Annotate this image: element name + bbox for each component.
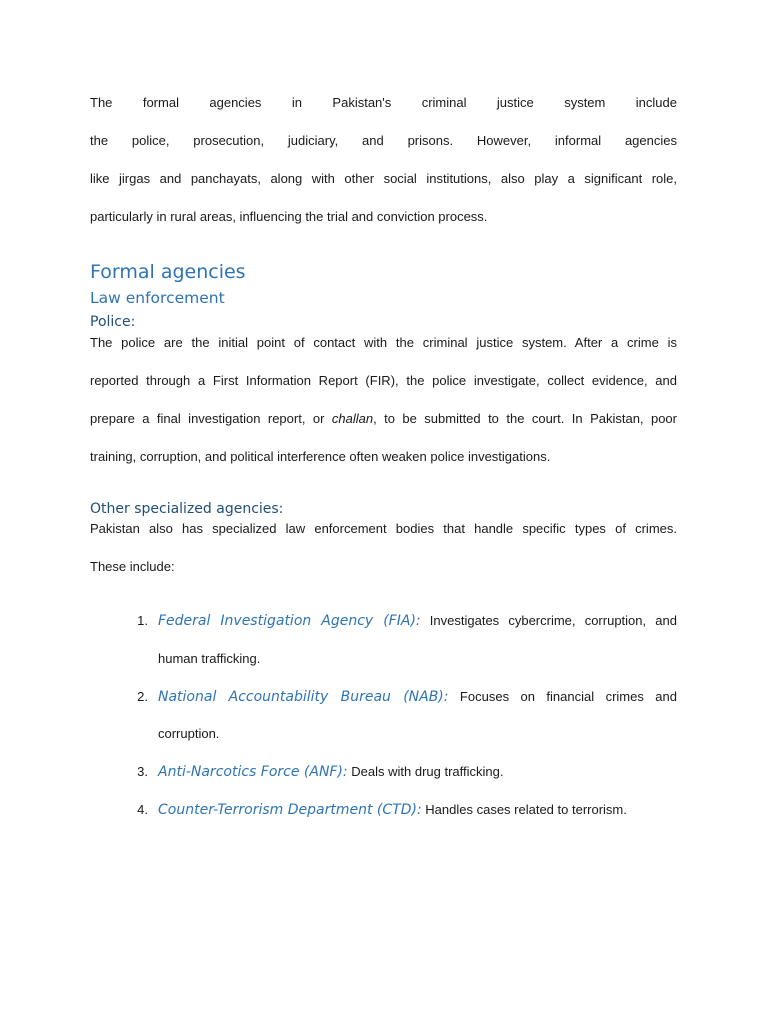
police-line-3-post: , to be submitted to the court. In Pakistan, poor: [373, 411, 677, 426]
police-line-3: [90, 410, 677, 428]
agency-desc: Investigates cybercrime, corruption, and: [420, 613, 677, 628]
agency-term: Anti-Narcotics Force (ANF):: [158, 764, 348, 780]
intro-line-1: The formal agencies in Pakistan's criminal justice system include: [90, 95, 677, 110]
other-line-2: These include:: [90, 559, 175, 574]
police-line-2: reported through a First Information Report (FIR), the police investigate, collect evidence, and: [90, 373, 677, 388]
list-number: 1.: [137, 613, 148, 628]
list-number: 2.: [137, 689, 148, 704]
agency-desc: Focuses on financial crimes and: [448, 689, 677, 704]
intro-line-4: particularly in rural areas, influencing the trial and conviction process.: [90, 209, 488, 224]
list-number: 3.: [137, 764, 148, 779]
agency-desc: Handles cases related to terrorism.: [421, 802, 627, 817]
heading-law-enforcement: Law enforcement: [90, 289, 225, 307]
list-item-line: [158, 688, 677, 706]
intro-line-2: the police, prosecution, judiciary, and prisons. However, informal agencies: [90, 133, 677, 148]
list-item-line-2: human trafficking.: [158, 651, 261, 666]
list-number: 4.: [137, 802, 148, 817]
list-item-line: [158, 801, 677, 819]
agency-desc: Deals with drug trafficking.: [347, 764, 504, 779]
other-line-1: Pakistan also has specialized law enforcement bodies that handle specific types of crimes.: [90, 521, 677, 536]
heading-other-agencies: Other specialized agencies:: [90, 501, 284, 517]
police-line-1: The police are the initial point of contact with the criminal justice system. After a crime is: [90, 335, 677, 350]
list-item-line: [158, 763, 677, 781]
police-line-4: training, corruption, and political interference often weaken police investigations.: [90, 449, 551, 464]
agency-term: Counter-Terrorism Department (CTD):: [158, 802, 422, 818]
police-line-3-pre: prepare a final investigation report, or: [90, 411, 332, 426]
list-item-line: [158, 612, 677, 630]
list-item-line-2: corruption.: [158, 726, 220, 741]
challan-term: challan: [331, 411, 374, 426]
agency-term: National Accountability Bureau (NAB):: [158, 689, 449, 705]
heading-formal-agencies: Formal agencies: [90, 261, 246, 283]
intro-line-3: like jirgas and panchayats, along with other social institutions, also play a significant role,: [90, 171, 677, 186]
heading-police: Police:: [90, 314, 136, 330]
agency-term: Federal Investigation Agency (FIA):: [158, 613, 421, 629]
